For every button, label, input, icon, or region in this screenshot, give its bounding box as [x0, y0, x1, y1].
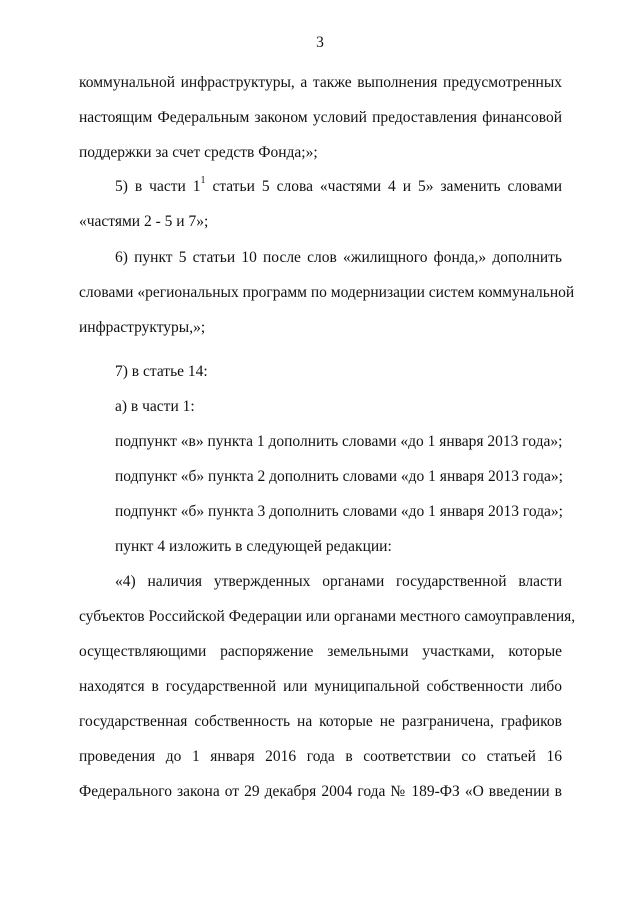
text-line: настоящим Федеральным законом условий предоставления финансовой [79, 109, 562, 126]
paragraph-subitem-a: а) в части 1: [115, 398, 195, 415]
page-number: 3 [316, 34, 324, 51]
text-line: субъектов Российской Федерации или органами местного самоуправления, [79, 608, 576, 625]
text-line: поддержки за счет средств Фонда;»; [79, 144, 318, 161]
quoted-item-4: «4) наличия утвержденных органами государственной власти [115, 573, 562, 590]
text-line: находятся в государственной или муниципальной собственности либо [79, 678, 562, 695]
paragraph-item-6: 6) пункт 5 статьи 10 после слов «жилищного фонда,» дополнить [115, 249, 562, 266]
text-line: коммунальной инфраструктуры, а также выполнения предусмотренных [79, 74, 562, 91]
paragraph-item-5 [115, 174, 562, 197]
item5-before: 5) в части 1 [115, 178, 201, 195]
text-line: проведения до 1 января 2016 года в соответствии со статьей 16 [79, 748, 562, 765]
text-line: подпункт «б» пункта 3 дополнить словами «до 1 января 2013 года»; [115, 503, 563, 520]
text-line: инфраструктуры,»; [79, 319, 206, 336]
text-line: пункт 4 изложить в следующей редакции: [115, 538, 392, 555]
text-line: Федерального закона от 29 декабря 2004 года № 189-ФЗ «О введении в [79, 783, 562, 800]
paragraph-item-7: 7) в статье 14: [115, 363, 208, 380]
text-line: подпункт «б» пункта 2 дополнить словами «до 1 января 2013 года»; [115, 468, 563, 485]
text-line: подпункт «в» пункта 1 дополнить словами «до 1 января 2013 года»; [115, 433, 563, 450]
text-line: словами «региональных программ по модернизации систем коммунальной [79, 284, 575, 301]
item5-superscript: 1 [200, 174, 206, 186]
text-line: «частями 2 - 5 и 7»; [79, 213, 209, 230]
text-line: осуществляющими распоряжение земельными участками, которые [79, 643, 562, 660]
item5-after: статьи 5 слова «частями 4 и 5» заменить словами [205, 178, 562, 195]
text-line: государственная собственность на которые не разграничена, графиков [79, 713, 562, 730]
